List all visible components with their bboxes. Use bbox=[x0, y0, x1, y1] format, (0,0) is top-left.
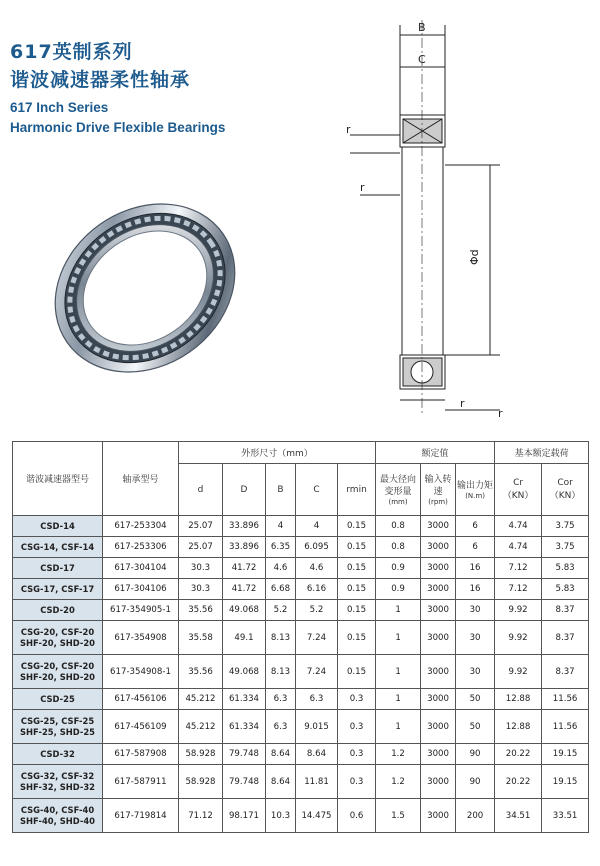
cell-B: 8.64 bbox=[266, 744, 296, 765]
cell-deform: 1.5 bbox=[376, 799, 421, 833]
table-row bbox=[13, 600, 589, 621]
cell-cr: 20.22 bbox=[495, 765, 542, 799]
cell-d: 25.07 bbox=[179, 516, 223, 537]
cell-speed: 3000 bbox=[421, 689, 456, 710]
header-dims-group: 外形尺寸（mm） bbox=[179, 442, 376, 464]
cell-cr: 4.74 bbox=[495, 537, 542, 558]
drawing-label-d: Φd bbox=[468, 249, 481, 265]
cell-speed: 3000 bbox=[421, 710, 456, 744]
header-input-speed bbox=[421, 464, 456, 516]
cell-bearing: 617-253304 bbox=[103, 516, 179, 537]
cell-torque: 90 bbox=[456, 765, 495, 799]
cell-deform: 1.2 bbox=[376, 744, 421, 765]
header-input-speed-label: 输入转速 bbox=[424, 474, 452, 497]
title-en-line1: 617 Inch Series bbox=[10, 100, 109, 115]
cell-D: 49.068 bbox=[223, 600, 266, 621]
header-output-torque-label: 输出力矩 bbox=[457, 480, 494, 491]
cell-harmonic-model-line1: CSD-17 bbox=[40, 562, 75, 573]
cell-harmonic-model bbox=[13, 621, 103, 655]
table-row bbox=[13, 765, 589, 799]
header-cr-label: Cr bbox=[513, 478, 524, 488]
cell-cr: 7.12 bbox=[495, 579, 542, 600]
title-en-line2: Harmonic Drive Flexible Bearings bbox=[10, 120, 226, 135]
cell-harmonic-model bbox=[13, 710, 103, 744]
header-input-speed-unit: (rpm) bbox=[428, 497, 448, 506]
cell-rmin: 0.15 bbox=[338, 655, 376, 689]
cell-D: 33.896 bbox=[223, 516, 266, 537]
cell-speed: 3000 bbox=[421, 537, 456, 558]
header-C: C bbox=[296, 464, 338, 516]
cell-deform: 1 bbox=[376, 689, 421, 710]
cell-rmin: 0.3 bbox=[338, 765, 376, 799]
cell-cor: 33.51 bbox=[542, 799, 589, 833]
cell-D: 79.748 bbox=[223, 744, 266, 765]
cell-bearing: 617-587911 bbox=[103, 765, 179, 799]
cell-C: 9.015 bbox=[296, 710, 338, 744]
cell-D: 98.171 bbox=[223, 799, 266, 833]
cell-cr: 9.92 bbox=[495, 600, 542, 621]
title-cn-line2: 谐波减速器柔性轴承 bbox=[10, 69, 191, 91]
cell-B: 8.13 bbox=[266, 655, 296, 689]
cell-D: 41.72 bbox=[223, 558, 266, 579]
cell-rmin: 0.15 bbox=[338, 516, 376, 537]
cell-D: 49.1 bbox=[223, 621, 266, 655]
table-row bbox=[13, 558, 589, 579]
cell-cor: 19.15 bbox=[542, 765, 589, 799]
cell-D: 41.72 bbox=[223, 579, 266, 600]
cell-deform: 1 bbox=[376, 710, 421, 744]
title-cn-line1: 617英制系列 bbox=[10, 41, 133, 63]
cell-harmonic-model bbox=[13, 579, 103, 600]
cell-torque: 90 bbox=[456, 744, 495, 765]
cell-harmonic-model bbox=[13, 799, 103, 833]
cell-torque: 50 bbox=[456, 710, 495, 744]
cell-d: 58.928 bbox=[179, 744, 223, 765]
header-output-torque-unit: (N.m) bbox=[465, 491, 485, 500]
cell-C: 6.3 bbox=[296, 689, 338, 710]
cell-harmonic-model-line2: SHF-40, SHD-40 bbox=[19, 815, 95, 826]
header-harmonic-model: 谐波减速器型号 bbox=[13, 442, 103, 516]
cell-harmonic-model-line2: SHF-32, SHD-32 bbox=[19, 781, 95, 792]
header-D: D bbox=[223, 464, 266, 516]
cell-deform: 0.8 bbox=[376, 516, 421, 537]
cell-harmonic-model bbox=[13, 600, 103, 621]
cell-speed: 3000 bbox=[421, 621, 456, 655]
header-cor bbox=[542, 464, 589, 516]
cell-rmin: 0.15 bbox=[338, 600, 376, 621]
cell-rmin: 0.3 bbox=[338, 689, 376, 710]
cell-cor: 8.37 bbox=[542, 621, 589, 655]
cell-bearing: 617-304106 bbox=[103, 579, 179, 600]
cell-C: 4.6 bbox=[296, 558, 338, 579]
cell-cor: 11.56 bbox=[542, 689, 589, 710]
cell-B: 6.35 bbox=[266, 537, 296, 558]
cell-deform: 1 bbox=[376, 655, 421, 689]
header-cr-unit: （KN） bbox=[502, 491, 534, 501]
cell-harmonic-model-line2: SHF-20, SHD-20 bbox=[19, 637, 95, 648]
header-cr bbox=[495, 464, 542, 516]
cell-B: 4 bbox=[266, 516, 296, 537]
cell-D: 61.334 bbox=[223, 689, 266, 710]
cell-cr: 12.88 bbox=[495, 689, 542, 710]
spec-table bbox=[12, 441, 589, 833]
cell-bearing: 617-587908 bbox=[103, 744, 179, 765]
cell-harmonic-model-line1: CSD-25 bbox=[40, 693, 75, 704]
cell-harmonic-model-line1: CSG-20, CSF-20 bbox=[20, 660, 95, 671]
cell-cr: 34.51 bbox=[495, 799, 542, 833]
cell-d: 71.12 bbox=[179, 799, 223, 833]
cell-C: 6.095 bbox=[296, 537, 338, 558]
cell-cor: 5.83 bbox=[542, 579, 589, 600]
drawing-label-r-left: r bbox=[360, 181, 365, 194]
cell-harmonic-model-line2: SHF-20, SHD-20 bbox=[19, 671, 95, 682]
cell-D: 33.896 bbox=[223, 537, 266, 558]
header-rmin: rmin bbox=[338, 464, 376, 516]
table-row bbox=[13, 744, 589, 765]
cell-deform: 0.8 bbox=[376, 537, 421, 558]
cell-speed: 3000 bbox=[421, 655, 456, 689]
header-bearing-model: 轴承型号 bbox=[103, 442, 179, 516]
cell-cor: 3.75 bbox=[542, 516, 589, 537]
cell-torque: 50 bbox=[456, 689, 495, 710]
table-row bbox=[13, 799, 589, 833]
cell-d: 30.3 bbox=[179, 558, 223, 579]
drawing-label-r-right: r bbox=[498, 407, 503, 420]
drawing-label-r-top: r bbox=[346, 123, 351, 136]
header-max-deform-label: 最大径向变形量 bbox=[380, 474, 417, 497]
cell-C: 6.16 bbox=[296, 579, 338, 600]
cell-harmonic-model-line1: CSG-32, CSF-32 bbox=[20, 770, 95, 781]
cell-cr: 7.12 bbox=[495, 558, 542, 579]
table-row bbox=[13, 579, 589, 600]
cell-harmonic-model-line1: CSG-25, CSF-25 bbox=[20, 715, 95, 726]
cell-harmonic-model bbox=[13, 537, 103, 558]
cell-speed: 3000 bbox=[421, 744, 456, 765]
header-max-deform bbox=[376, 464, 421, 516]
cell-torque: 6 bbox=[456, 537, 495, 558]
cell-cor: 3.75 bbox=[542, 537, 589, 558]
cell-harmonic-model bbox=[13, 516, 103, 537]
cell-harmonic-model-line1: CSD-14 bbox=[40, 520, 75, 531]
table-row bbox=[13, 516, 589, 537]
cell-D: 79.748 bbox=[223, 765, 266, 799]
cell-cr: 20.22 bbox=[495, 744, 542, 765]
table-row bbox=[13, 537, 589, 558]
cell-B: 10.3 bbox=[266, 799, 296, 833]
cell-harmonic-model-line2: SHF-25, SHD-25 bbox=[19, 726, 95, 737]
cell-C: 11.81 bbox=[296, 765, 338, 799]
cell-cr: 4.74 bbox=[495, 516, 542, 537]
bearing-cross-section-drawing bbox=[340, 15, 520, 425]
cell-d: 25.07 bbox=[179, 537, 223, 558]
cell-rmin: 0.15 bbox=[338, 537, 376, 558]
cell-rmin: 0.3 bbox=[338, 710, 376, 744]
cell-B: 6.3 bbox=[266, 710, 296, 744]
table-row bbox=[13, 689, 589, 710]
cell-deform: 1 bbox=[376, 600, 421, 621]
cell-bearing: 617-456106 bbox=[103, 689, 179, 710]
table-row bbox=[13, 621, 589, 655]
drawing-label-B: B bbox=[418, 21, 426, 34]
cell-cr: 9.92 bbox=[495, 621, 542, 655]
cell-B: 8.13 bbox=[266, 621, 296, 655]
cell-d: 45.212 bbox=[179, 710, 223, 744]
drawing-label-r-bottom: r bbox=[460, 397, 465, 410]
header-load-group: 基本额定载荷 bbox=[495, 442, 589, 464]
cell-torque: 6 bbox=[456, 516, 495, 537]
cell-deform: 1.2 bbox=[376, 765, 421, 799]
cell-d: 30.3 bbox=[179, 579, 223, 600]
cell-torque: 30 bbox=[456, 621, 495, 655]
cell-harmonic-model-line1: CSG-20, CSF-20 bbox=[20, 626, 95, 637]
table-row bbox=[13, 655, 589, 689]
header-d: d bbox=[179, 464, 223, 516]
cell-harmonic-model bbox=[13, 558, 103, 579]
cell-d: 35.58 bbox=[179, 621, 223, 655]
cell-C: 4 bbox=[296, 516, 338, 537]
cell-harmonic-model bbox=[13, 689, 103, 710]
cell-C: 7.24 bbox=[296, 655, 338, 689]
cell-cor: 8.37 bbox=[542, 600, 589, 621]
cell-torque: 16 bbox=[456, 558, 495, 579]
cell-C: 8.64 bbox=[296, 744, 338, 765]
cell-B: 6.3 bbox=[266, 689, 296, 710]
cell-harmonic-model-line1: CSD-32 bbox=[40, 748, 75, 759]
cell-C: 14.475 bbox=[296, 799, 338, 833]
cell-cor: 19.15 bbox=[542, 744, 589, 765]
header-rated-group: 额定值 bbox=[376, 442, 495, 464]
header-max-deform-unit: (mm) bbox=[388, 497, 408, 506]
cell-B: 8.64 bbox=[266, 765, 296, 799]
bearing-photo bbox=[40, 170, 250, 405]
cell-rmin: 0.15 bbox=[338, 621, 376, 655]
title-block bbox=[10, 38, 225, 138]
cell-harmonic-model bbox=[13, 744, 103, 765]
header-cor-unit: （KN） bbox=[549, 491, 581, 501]
cell-harmonic-model bbox=[13, 655, 103, 689]
cell-bearing: 617-354908 bbox=[103, 621, 179, 655]
cell-bearing: 617-304104 bbox=[103, 558, 179, 579]
cell-torque: 30 bbox=[456, 655, 495, 689]
cell-rmin: 0.15 bbox=[338, 579, 376, 600]
header-cor-label: Cor bbox=[557, 478, 573, 488]
cell-speed: 3000 bbox=[421, 558, 456, 579]
cell-harmonic-model-line1: CSG-40, CSF-40 bbox=[20, 804, 95, 815]
cell-torque: 16 bbox=[456, 579, 495, 600]
cell-speed: 3000 bbox=[421, 579, 456, 600]
cell-rmin: 0.15 bbox=[338, 558, 376, 579]
cell-d: 35.56 bbox=[179, 655, 223, 689]
cell-C: 7.24 bbox=[296, 621, 338, 655]
cell-cr: 12.88 bbox=[495, 710, 542, 744]
cell-bearing: 617-253306 bbox=[103, 537, 179, 558]
cell-B: 6.68 bbox=[266, 579, 296, 600]
cell-torque: 200 bbox=[456, 799, 495, 833]
cell-bearing: 617-719814 bbox=[103, 799, 179, 833]
cell-speed: 3000 bbox=[421, 765, 456, 799]
cell-rmin: 0.3 bbox=[338, 744, 376, 765]
cell-deform: 0.9 bbox=[376, 558, 421, 579]
cell-harmonic-model-line1: CSD-20 bbox=[40, 604, 75, 615]
cell-speed: 3000 bbox=[421, 516, 456, 537]
cell-speed: 3000 bbox=[421, 600, 456, 621]
header-output-torque bbox=[456, 464, 495, 516]
cell-deform: 0.9 bbox=[376, 579, 421, 600]
cell-rmin: 0.6 bbox=[338, 799, 376, 833]
cell-bearing: 617-354908-1 bbox=[103, 655, 179, 689]
drawing-label-C: C bbox=[418, 53, 426, 66]
cell-B: 5.2 bbox=[266, 600, 296, 621]
table-row bbox=[13, 710, 589, 744]
cell-d: 45.212 bbox=[179, 689, 223, 710]
cell-D: 49.068 bbox=[223, 655, 266, 689]
cell-cr: 9.92 bbox=[495, 655, 542, 689]
cell-bearing: 617-456109 bbox=[103, 710, 179, 744]
cell-d: 58.928 bbox=[179, 765, 223, 799]
cell-C: 5.2 bbox=[296, 600, 338, 621]
cell-d: 35.56 bbox=[179, 600, 223, 621]
cell-cor: 11.56 bbox=[542, 710, 589, 744]
cell-speed: 3000 bbox=[421, 799, 456, 833]
cell-bearing: 617-354905-1 bbox=[103, 600, 179, 621]
cell-harmonic-model-line1: CSG-17, CSF-17 bbox=[20, 583, 95, 594]
cell-harmonic-model bbox=[13, 765, 103, 799]
cell-harmonic-model-line1: CSG-14, CSF-14 bbox=[20, 541, 95, 552]
cell-cor: 8.37 bbox=[542, 655, 589, 689]
cell-deform: 1 bbox=[376, 621, 421, 655]
cell-torque: 30 bbox=[456, 600, 495, 621]
header-B: B bbox=[266, 464, 296, 516]
cell-B: 4.6 bbox=[266, 558, 296, 579]
cell-cor: 5.83 bbox=[542, 558, 589, 579]
cell-D: 61.334 bbox=[223, 710, 266, 744]
